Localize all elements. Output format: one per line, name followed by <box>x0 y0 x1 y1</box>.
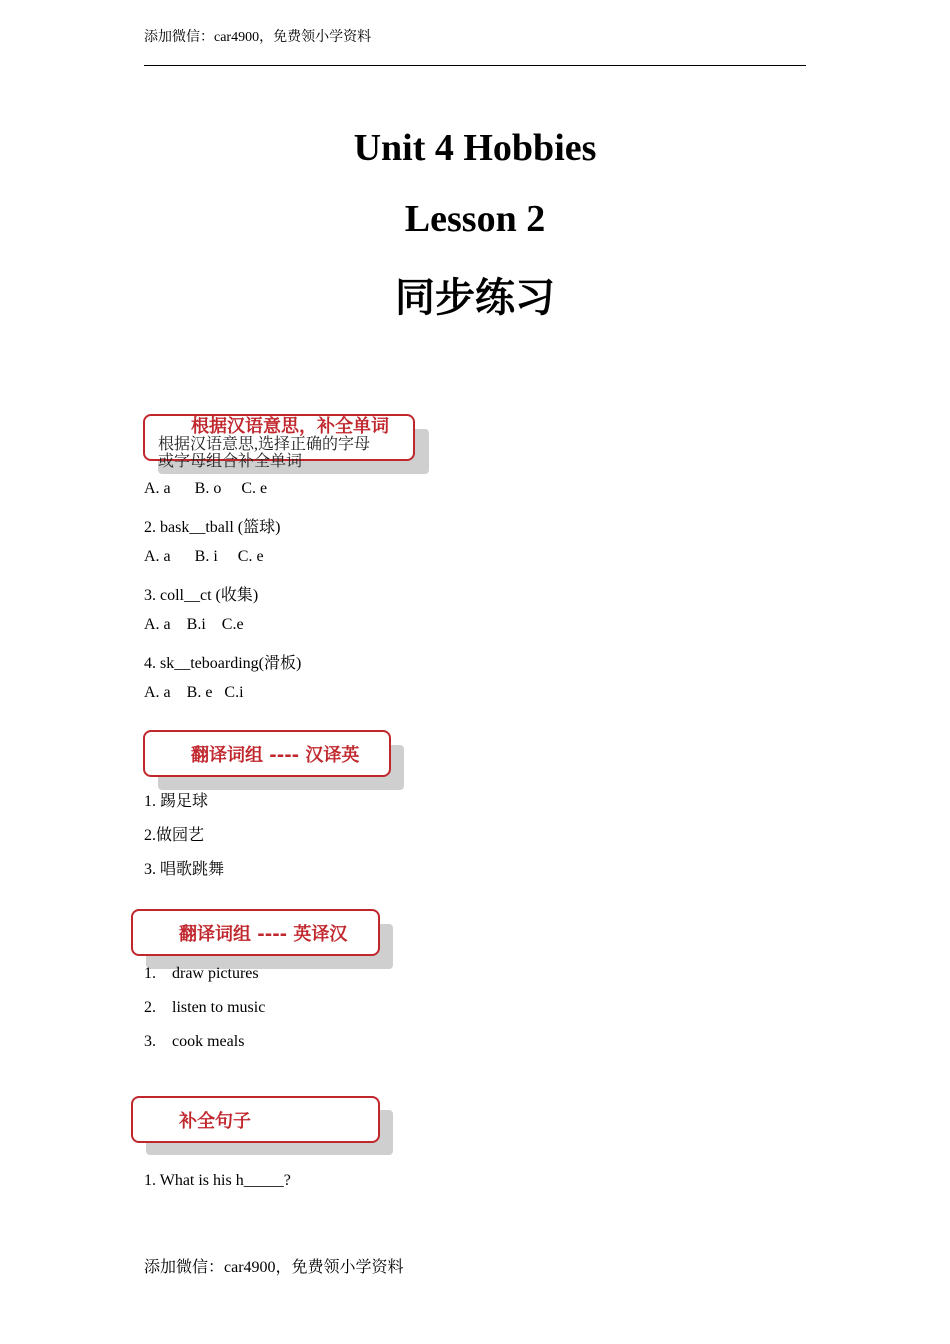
list-item-text: cook meals <box>172 1033 245 1050</box>
list-item-number: 1. <box>144 965 156 982</box>
list-item-text: listen to music <box>172 999 266 1016</box>
question-line: 4. sk__teboarding(滑板) <box>144 655 302 672</box>
exercise-title: 同步练习 <box>395 274 555 321</box>
section1-heading: 根据汉语意思，补全单词 <box>191 416 389 437</box>
question-line: A. a B.i C.e <box>144 616 244 633</box>
list-item-number: 2. <box>144 999 156 1016</box>
section3-heading: 翻译词组 ---- 英译汉 <box>179 924 348 945</box>
sentence-item: 1. What is his h_____? <box>144 1172 291 1189</box>
question-line: 2. bask__tball (篮球) <box>144 519 281 536</box>
list-item-number: 3. <box>144 1033 156 1050</box>
list-item <box>144 999 265 1017</box>
question-line: A. a B. o C. e <box>144 480 268 497</box>
list-item: 2.做园艺 <box>144 827 205 844</box>
footer-text: 添加微信：car4900，免费领小学资料 <box>144 1259 404 1276</box>
header-text: 添加微信：car4900，免费领小学资料 <box>144 30 372 45</box>
question-line: 3. coll__ct (收集) <box>144 587 259 604</box>
list-item-text: draw pictures <box>172 965 259 982</box>
section4-heading-box <box>131 1096 380 1143</box>
section1-instruction-line1: 根据汉语意思,选择正确的字母 <box>158 436 371 453</box>
section4-heading: 补全句子 <box>179 1111 251 1132</box>
list-item: 3. 唱歌跳舞 <box>144 861 225 878</box>
lesson-title: Lesson 2 <box>404 198 546 240</box>
question-line: A. a B. i C. e <box>144 548 264 565</box>
list-item <box>144 1033 244 1051</box>
question-line: A. a B. e C.i <box>144 684 244 701</box>
list-item <box>144 965 259 983</box>
section2-heading: 翻译词组 ---- 汉译英 <box>191 745 360 766</box>
list-item: 1. 踢足球 <box>144 793 209 810</box>
section1-instruction-line2: 或字母组合补全单词 <box>158 453 303 470</box>
unit-title: Unit 4 Hobbies <box>353 127 597 169</box>
header-divider <box>144 65 806 66</box>
